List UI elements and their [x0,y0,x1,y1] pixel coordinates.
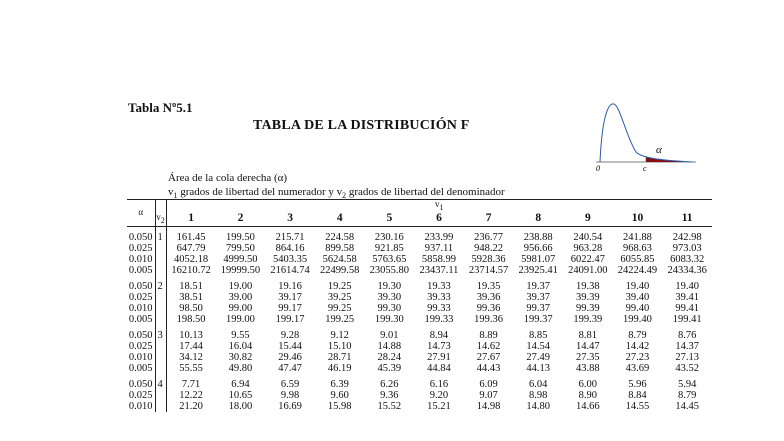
value-cell: 6.59 [280,378,300,390]
table-row [127,303,712,314]
value-cell: 30.82 [228,351,253,363]
value-cell: 240.54 [573,231,603,243]
value-cell: 199.30 [374,313,404,325]
value-cell: 99.37 [526,302,550,314]
value-cell: 99.25 [327,302,352,314]
value-cell: 199.17 [275,313,305,325]
value-cell: 6083.32 [670,253,705,265]
value-cell: 34.12 [179,351,203,363]
value-cell: 28.71 [327,351,352,363]
value-cell: 23925.41 [518,264,558,276]
value-cell: 14.88 [377,340,402,352]
density-curve [600,104,692,162]
value-cell: 899.58 [325,242,355,254]
v2-cell: 2 [155,276,166,292]
value-cell: 18.51 [179,280,203,292]
alpha-column-header: α [127,200,155,227]
column-header-v1-1: 1 [166,212,216,226]
zero-label: 0 [596,164,600,173]
column-header-v1-10: 10 [613,212,663,226]
v2-cell [155,314,166,325]
value-cell: 19.40 [675,280,699,292]
value-cell: 9.07 [479,389,498,401]
value-cell: 14.62 [476,340,501,352]
value-cell: 19.33 [427,280,451,292]
alpha-cell: 0.050 [127,276,155,292]
value-cell: 12.22 [179,389,203,401]
value-cell: 6.00 [578,378,597,390]
value-cell: 99.00 [228,302,253,314]
alpha-label: α [656,144,662,156]
value-cell: 921.85 [374,242,404,254]
value-cell: 9.36 [380,389,399,401]
table-row [127,374,712,390]
alpha-cell: 0.010 [127,254,155,265]
table-row [127,265,712,276]
value-cell: 963.28 [573,242,603,254]
value-cell: 14.73 [427,340,451,352]
note-text-a: grados de libertad del numerador y v [177,186,343,198]
value-cell: 39.40 [625,291,650,303]
value-cell: 198.50 [176,313,206,325]
column-header-v1-9: 9 [563,212,613,226]
alpha-cell: 0.005 [127,363,155,374]
value-cell: 47.47 [278,362,302,374]
value-cell: 5624.58 [322,253,357,265]
value-cell: 647.79 [176,242,206,254]
value-cell: 199.36 [474,313,503,325]
value-cell: 99.36 [476,302,501,314]
value-cell: 39.00 [228,291,253,303]
alpha-cell: 0.025 [127,341,155,352]
c-label: c [643,164,647,173]
value-cell: 8.81 [578,329,597,341]
value-cell: 5763.65 [372,253,407,265]
value-cell: 39.25 [327,291,352,303]
value-cell: 236.77 [474,231,503,243]
value-cell: 99.30 [377,302,402,314]
value-cell: 29.46 [278,351,302,363]
value-cell: 16210.72 [171,264,211,276]
value-cell: 21.20 [179,400,203,412]
value-cell: 7.71 [181,378,201,390]
value-cell: 5.94 [677,378,697,390]
value-cell: 8.79 [628,329,647,341]
value-cell: 233.99 [424,231,454,243]
v2-cell [155,401,166,412]
value-cell: 14.37 [675,340,699,352]
value-cell: 17.44 [179,340,203,352]
value-cell: 242.98 [672,231,702,243]
alpha-cell: 0.010 [127,303,155,314]
value-cell: 44.84 [427,362,451,374]
v2-cell [155,265,166,276]
value-cell: 15.98 [327,400,352,412]
value-cell: 99.39 [576,302,600,314]
table-row [127,401,712,412]
value-cell: 224.58 [325,231,355,243]
value-cell: 5981.07 [521,253,556,265]
value-cell: 39.33 [427,291,451,303]
document-title: TABLA DE LA DISTRIBUCIÓN F [253,118,470,133]
value-cell: 15.44 [278,340,302,352]
value-cell: 39.37 [526,291,550,303]
value-cell: 19.25 [327,280,352,292]
v2-cell: 1 [155,226,166,243]
value-cell: 6.39 [330,378,349,390]
value-cell: 215.71 [275,231,305,243]
table-row [127,352,712,363]
value-cell: 10.13 [179,329,203,341]
table-row [127,341,712,352]
value-cell: 6055.85 [620,253,655,265]
v2-cell [155,254,166,265]
alpha-cell: 0.005 [127,265,155,276]
value-cell: 8.79 [677,389,697,401]
alpha-cell: 0.050 [127,374,155,390]
v2-cell [155,341,166,352]
value-cell: 9.20 [429,389,449,401]
value-cell: 199.37 [523,313,553,325]
v2-header: $v_2$ [156,211,165,225]
value-cell: 799.50 [226,242,255,254]
value-cell: 19.37 [526,280,550,292]
column-header-v1-11: 11 [662,212,712,226]
value-cell: 6.26 [380,378,399,390]
value-cell: 199.25 [325,313,355,325]
table-row [127,276,712,292]
value-cell: 230.16 [374,231,404,243]
value-cell: 14.66 [576,400,600,412]
value-cell: 98.50 [179,302,203,314]
value-cell: 39.30 [377,291,402,303]
value-cell: 5403.35 [273,253,308,265]
value-cell: 14.98 [476,400,501,412]
value-cell: 39.39 [576,291,600,303]
note-v1-sub: 1 [173,191,178,201]
value-cell: 19.00 [228,280,253,292]
note-text-b: grados de libertad del denominador [346,186,505,198]
value-cell: 199.33 [424,313,454,325]
note-v1: v [168,186,174,198]
value-cell: 22499.58 [320,264,360,276]
value-cell: 49.80 [228,362,253,374]
value-cell: 6.16 [429,378,449,390]
value-cell: 24224.49 [617,264,658,276]
value-cell: 19.38 [576,280,600,292]
value-cell: 99.40 [625,302,650,314]
value-cell: 99.33 [427,302,451,314]
v2-cell [155,390,166,401]
value-cell: 16.04 [228,340,253,352]
v2-block-3 [127,325,712,374]
value-cell: 8.94 [429,329,449,341]
value-cell: 968.63 [623,242,652,254]
value-cell: 8.76 [677,329,697,341]
value-cell: 6.04 [529,378,548,390]
value-cell: 10.65 [228,389,253,401]
value-cell: 27.49 [526,351,550,363]
note-v2-sub: 2 [342,191,347,201]
value-cell: 199.00 [226,313,255,325]
value-cell: 161.45 [176,231,206,243]
value-cell: 8.84 [628,389,647,401]
value-cell: 19.35 [476,280,501,292]
value-cell: 956.66 [523,242,553,254]
value-cell: 5.96 [628,378,647,390]
value-cell: 199.50 [226,231,255,243]
column-header-v1-3: 3 [265,212,315,226]
value-cell: 241.88 [623,231,652,243]
value-cell: 199.39 [573,313,603,325]
v2-cell [155,352,166,363]
value-cell: 9.60 [330,389,349,401]
v2-cell: 3 [155,325,166,341]
value-cell: 238.88 [523,231,553,243]
value-cell: 19999.50 [220,264,261,276]
value-cell: 99.17 [278,302,302,314]
alpha-cell: 0.025 [127,292,155,303]
value-cell: 27.67 [476,351,501,363]
value-cell: 9.98 [280,389,300,401]
value-cell: 44.13 [526,362,550,374]
note-tail-area: Área de la cola derecha (α) [168,172,288,184]
value-cell: 9.28 [280,329,300,341]
v2-block-1 [127,226,712,276]
alpha-cell: 0.010 [127,401,155,412]
value-cell: 14.47 [576,340,600,352]
table-row [127,363,712,374]
value-cell: 937.11 [424,242,454,254]
v2-block-4 [127,374,712,412]
value-cell: 99.41 [675,302,699,314]
v2-block-2 [127,276,712,325]
value-cell: 44.43 [476,362,501,374]
alpha-cell: 0.050 [127,226,155,243]
alpha-cell: 0.025 [127,390,155,401]
column-header-v1-5: 5 [365,212,415,226]
value-cell: 24334.36 [667,264,707,276]
table-row [127,314,712,325]
value-cell: 6.09 [479,378,498,390]
value-cell: 23714.57 [468,264,509,276]
alpha-cell: 0.010 [127,352,155,363]
table-row [127,254,712,265]
table-row [127,390,712,401]
v1-header: $v_1$ [166,200,712,212]
value-cell: 39.17 [278,291,302,303]
value-cell: 19.16 [278,280,302,292]
table-number: Tabla Nº5.1 [128,100,193,115]
value-cell: 16.69 [278,400,302,412]
value-cell: 199.40 [623,313,652,325]
value-cell: 199.41 [672,313,702,325]
table-row [127,226,712,243]
value-cell: 9.12 [330,329,349,341]
value-cell: 27.13 [675,351,699,363]
value-cell: 14.54 [526,340,550,352]
v2-cell: 4 [155,374,166,390]
alpha-cell: 0.025 [127,243,155,254]
value-cell: 27.91 [427,351,451,363]
value-cell: 46.19 [327,362,352,374]
value-cell: 23055.80 [369,264,409,276]
column-header-v1-7: 7 [464,212,514,226]
value-cell: 4052.18 [174,253,209,265]
value-cell: 948.22 [474,242,503,254]
value-cell: 5858.99 [421,253,456,265]
v2-cell [155,363,166,374]
value-cell: 27.35 [576,351,600,363]
value-cell: 18.00 [228,400,253,412]
alpha-cell: 0.050 [127,325,155,341]
column-header-v1-8: 8 [513,212,563,226]
value-cell: 15.52 [377,400,402,412]
value-cell: 19.30 [377,280,402,292]
value-cell: 6022.47 [570,253,605,265]
value-cell: 8.90 [578,389,597,401]
value-cell: 14.45 [675,400,699,412]
value-cell: 9.55 [231,329,250,341]
v2-cell [155,292,166,303]
value-cell: 14.42 [625,340,650,352]
value-cell: 43.52 [675,362,699,374]
f-distribution-table [127,199,712,412]
column-header-v1-4: 4 [315,212,365,226]
value-cell: 21614.74 [270,264,310,276]
value-cell: 15.21 [427,400,451,412]
value-cell: 864.16 [275,242,305,254]
value-cell: 39.41 [675,291,699,303]
value-cell: 55.55 [179,362,203,374]
value-cell: 6.94 [231,378,250,390]
alpha-cell: 0.005 [127,314,155,325]
value-cell: 24091.00 [568,264,608,276]
value-cell: 8.85 [529,329,548,341]
value-cell: 45.39 [377,362,402,374]
value-cell: 39.36 [476,291,501,303]
value-cell: 38.51 [179,291,203,303]
v2-cell [155,303,166,314]
value-cell: 43.69 [625,362,650,374]
value-cell: 14.80 [526,400,550,412]
value-cell: 9.01 [380,329,399,341]
value-cell: 5928.36 [471,253,506,265]
value-cell: 28.24 [377,351,402,363]
value-cell: 14.55 [625,400,650,412]
v2-cell [155,243,166,254]
table-row [127,243,712,254]
value-cell: 43.88 [576,362,600,374]
value-cell: 15.10 [327,340,352,352]
value-cell: 23437.11 [419,264,459,276]
value-cell: 8.98 [529,389,548,401]
value-cell: 973.03 [672,242,702,254]
value-cell: 27.23 [625,351,650,363]
f-distribution-curve-figure [588,98,698,176]
value-cell: 8.89 [479,329,498,341]
value-cell: 4999.50 [223,253,258,265]
column-header-v1-2: 2 [216,212,266,226]
column-header-v1-6: 6 [414,212,464,226]
table-row [127,292,712,303]
table-row [127,325,712,341]
value-cell: 19.40 [625,280,650,292]
